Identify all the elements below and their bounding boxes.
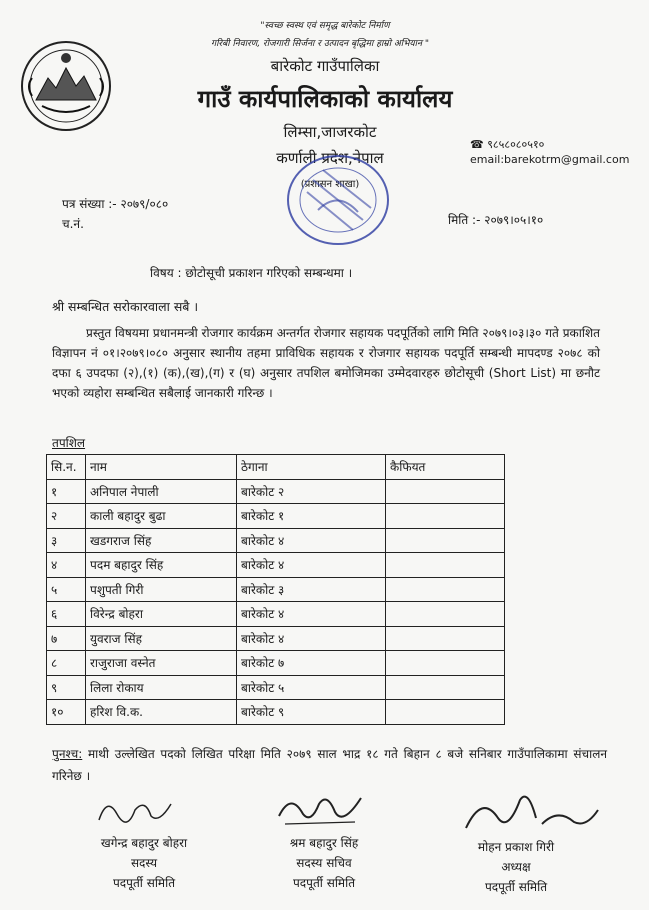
cell-address: बारेकोट ७ — [237, 651, 386, 676]
cell-serial: ६ — [47, 602, 86, 627]
table-row — [47, 577, 505, 602]
cell-address: बारेकोट ४ — [237, 602, 386, 627]
cell-remarks — [386, 553, 505, 578]
signatory-3-role: अध्यक्ष — [501, 860, 531, 874]
motto-line-2: गरिबी निवारण, रोजगारी सिर्जना र उत्पादन बृद्धिमा हाम्रो अभियान " — [211, 39, 429, 49]
cell-remarks — [386, 602, 505, 627]
cell-serial: ५ — [47, 577, 86, 602]
cell-serial: ८ — [47, 651, 86, 676]
table-header-row — [47, 455, 505, 480]
cell-address: बारेकोट ४ — [237, 528, 386, 553]
letter-body: प्रस्तुत विषयमा प्रधानमन्त्री रोजगार कार्यक्रम अन्तर्गत रोजगार सहायक पदपूर्तिको लागि मिति २०७९।०३।३० गते प्रकाशित विज्ञापन नं ०१।२०७९।०८० अनुसार स्थानीय तहमा प्राविधिक सहायक र रोजगार सहायक पदपूर्ति सम्बन्धी मापदण्ड २०७८ को दफा ६ उपदफा (२),(१) (क),(ख),(ग) र (घ) अनुसार तपशिल बमोजिमका उम्मेदवारहरु छोटोसूची (Short List) मा छनौट भएको व्यहोरा सम्बन्धित सबैलाई जानकारी गरिन्छ । — [52, 326, 600, 400]
reference-number: च.नं. — [62, 217, 84, 231]
signature-3 — [462, 788, 602, 838]
cell-name: विरेन्द्र बोहरा — [86, 602, 237, 627]
postscript-label: पुनश्च: — [52, 747, 83, 761]
signatory-1-committee: पदपूर्ती समिति — [112, 876, 176, 890]
postscript — [52, 743, 607, 787]
signatory-3-committee: पदपूर्ती समिति — [484, 880, 548, 894]
cell-name: खडगराज सिंह — [86, 528, 237, 553]
cell-remarks — [386, 626, 505, 651]
motto-line-1: "स्वच्छ स्वस्थ एवं समृद्ध बारेकोट निर्माण — [260, 21, 390, 31]
cell-name: अनिपाल नेपाली — [86, 479, 237, 504]
signatory-3 — [426, 837, 606, 897]
cell-name: लिला रोकाय — [86, 675, 237, 700]
signatory-2 — [234, 833, 414, 893]
shortlist-table — [46, 454, 505, 725]
cell-name: युवराज सिंह — [86, 626, 237, 651]
cell-serial: १ — [47, 479, 86, 504]
signatory-1 — [54, 833, 234, 893]
cell-address: बारेकोट ४ — [237, 626, 386, 651]
letter-subject: विषय : छोटोसूची प्रकाशन गरिएको सम्बन्धमा । — [150, 266, 353, 280]
details-heading: तपशिल — [52, 436, 86, 450]
cell-name: पशुपती गिरी — [86, 577, 237, 602]
cell-serial: ३ — [47, 528, 86, 553]
cell-serial: २ — [47, 504, 86, 529]
table-row — [47, 479, 505, 504]
cell-remarks — [386, 577, 505, 602]
table-row — [47, 528, 505, 553]
header-name: नाम — [86, 455, 237, 480]
cell-remarks — [386, 479, 505, 504]
cell-name: काली बहादुर बुढा — [86, 504, 237, 529]
cell-remarks — [386, 504, 505, 529]
office-title: गाउँ कार्यपालिकाको कार्यालय — [197, 85, 453, 113]
salutation: श्री सम्बन्धित सरोकारवाला सबै । — [52, 299, 199, 314]
signatory-1-name: खगेन्द्र बहादुर बोहरा — [100, 836, 188, 850]
cell-name: राजुराजा वस्नेत — [86, 651, 237, 676]
cell-serial: ९ — [47, 675, 86, 700]
nepal-emblem-logo — [18, 38, 114, 134]
office-seal-stamp — [283, 150, 393, 250]
table-row — [47, 553, 505, 578]
address-line-1: लिम्सा,जाजरकोट — [283, 123, 377, 141]
email-address: email:barekotrm@gmail.com — [470, 153, 630, 166]
letter-date: मिति :- २०७९।०५।१० — [448, 213, 544, 227]
table-row — [47, 504, 505, 529]
cell-address: बारेकोट २ — [237, 479, 386, 504]
table-row — [47, 626, 505, 651]
signatory-3-name: मोहन प्रकाश गिरी — [477, 840, 555, 854]
signatory-2-name: श्रम बहादुर सिंह — [289, 836, 359, 850]
letter-number: पत्र संख्या :- २०७९/०८० — [62, 197, 169, 211]
cell-remarks — [386, 700, 505, 725]
postscript-text: माथी उल्लेखित पदको लिखित परिक्षा मिति २०७९ साल भाद्र १८ गते बिहान ८ बजे सनिबार गाउँपालिकामा संचालन गरिनेछ । — [52, 747, 607, 783]
table-row — [47, 651, 505, 676]
cell-address: बारेकोट ३ — [237, 577, 386, 602]
header-address: ठेगाना — [237, 455, 386, 480]
signatory-2-role: सदस्य सचिव — [296, 856, 352, 870]
signature-2 — [275, 788, 365, 832]
cell-remarks — [386, 651, 505, 676]
cell-remarks — [386, 675, 505, 700]
cell-name: पदम बहादुर सिंह — [86, 553, 237, 578]
table-row — [47, 700, 505, 725]
cell-serial: ७ — [47, 626, 86, 651]
cell-remarks — [386, 528, 505, 553]
cell-address: बारेकोट ९ — [237, 700, 386, 725]
cell-serial: ४ — [47, 553, 86, 578]
office-name: बारेकोट गाउँपालिका — [270, 57, 380, 75]
table-row — [47, 602, 505, 627]
signatory-1-role: सदस्य — [130, 856, 158, 870]
phone-number: ☎ ९८५८०८०५१० — [470, 138, 545, 151]
signatory-2-committee: पदपूर्ती समिति — [292, 876, 356, 890]
header-remarks: कैफियत — [386, 455, 505, 480]
table-row — [47, 675, 505, 700]
cell-address: बारेकोट ५ — [237, 675, 386, 700]
cell-address: बारेकोट १ — [237, 504, 386, 529]
cell-serial: १० — [47, 700, 86, 725]
signature-1 — [95, 790, 175, 830]
address-line-2: कर्णाली प्रदेश,नेपाल — [276, 149, 384, 167]
header-serial: सि.न. — [47, 455, 86, 480]
cell-address: बारेकोट ४ — [237, 553, 386, 578]
section-note: (प्रशासन शाखा) — [300, 179, 360, 190]
cell-name: हरिश वि.क. — [86, 700, 237, 725]
